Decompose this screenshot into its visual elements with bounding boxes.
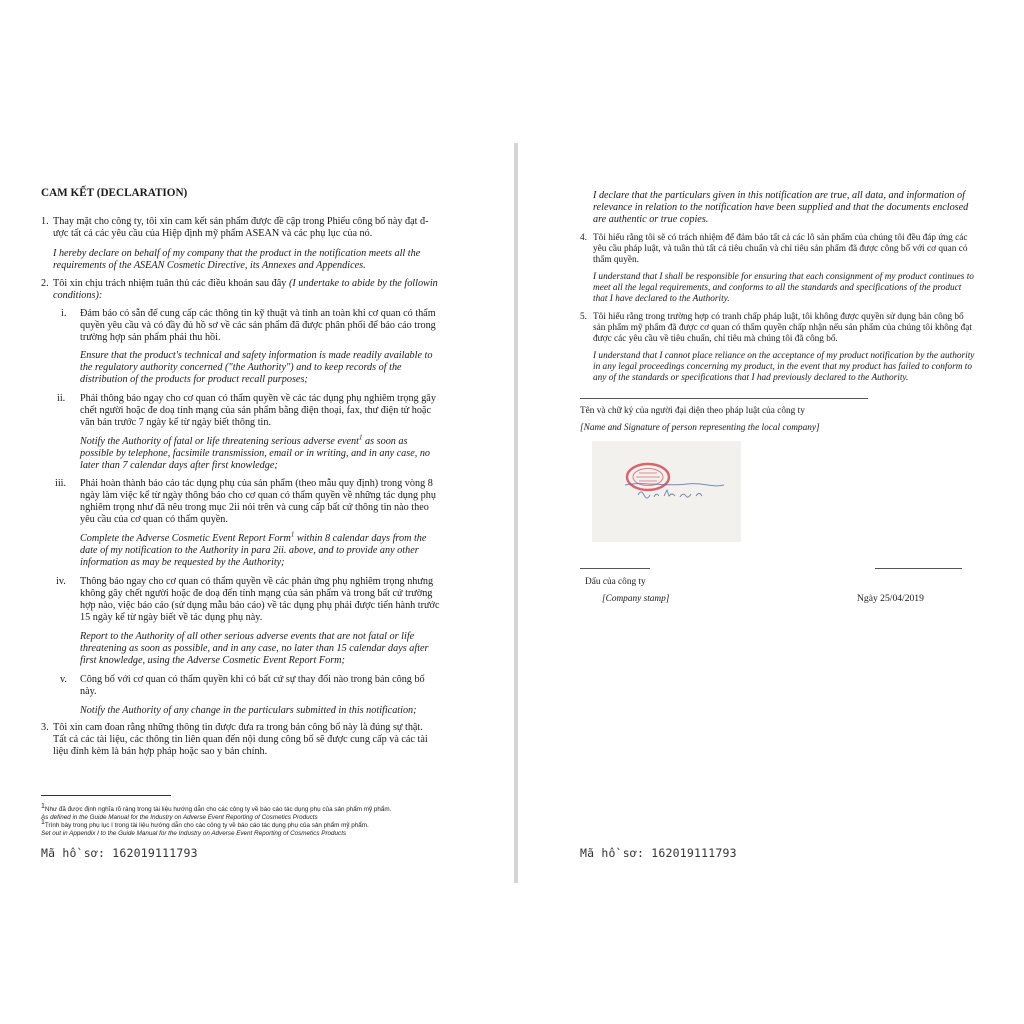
sub-i-vi-line: quyền yêu cầu và có đầy đủ hồ sơ về các sản phẩm đã được phân phối để báo cáo trong bbox=[80, 320, 436, 331]
item-4-en-line: that I have declared to the Authority. bbox=[593, 294, 730, 304]
sub-iii-en-line: date of my notification to the Authority in para 2ii. above, and to provide any other bbox=[80, 545, 419, 556]
subitem-number: i. bbox=[61, 308, 67, 319]
sub-iii-vi-line: yêu cầu của cơ quan có thẩm quyền. bbox=[80, 514, 228, 525]
item-number: 2. bbox=[41, 278, 49, 289]
signature-label-en: [Name and Signature of person representing the local company] bbox=[580, 423, 820, 433]
footnote-mark: 1 bbox=[41, 819, 45, 827]
item-number: 5. bbox=[580, 312, 587, 322]
subitem-number: iii. bbox=[55, 478, 67, 489]
sub-i-en-line: Ensure that the product's technical and safety information is made readily available to bbox=[80, 350, 433, 361]
footnote-line bbox=[41, 819, 369, 830]
sub-i-vi-line: trường hợp sản phẩm phải thu hồi. bbox=[80, 332, 221, 343]
subitem-number: ii. bbox=[57, 393, 66, 404]
sub-ii-vi-line: văn bản trước 7 ngày kể từ ngày biết thông tin. bbox=[80, 417, 271, 428]
sub-i-en-line: the regulatory authority concerned ("the Authority") and to keep records of the bbox=[80, 362, 402, 373]
item-3-vi-line: Tất cả các tài liệu, các thông tin liên quan đến nội dung công bố sẽ được cung cấp và các tài bbox=[53, 734, 428, 745]
sub-ii-en-line bbox=[80, 433, 408, 448]
footnote-mark: 1 bbox=[358, 433, 363, 442]
intro-en-line: relevance in relation to the notification have been supplied and that the documents enclosed bbox=[593, 202, 969, 213]
item-2-vi-text: Tôi xin chịu trách nhiệm tuân thủ các điều khoản sau đây bbox=[53, 278, 287, 289]
intro-en-line: are authentic or true copies. bbox=[593, 214, 709, 225]
record-number: Mã hồ sơ: 162019111793 bbox=[580, 846, 737, 860]
sub-iii-en-line: information as may be requested by the Authority; bbox=[80, 557, 285, 568]
sub-iii-en-text: within 8 calendar days from the bbox=[296, 533, 427, 544]
sub-ii-vi-line: Phải thông báo ngay cho cơ quan có thẩm quyền về các tác dụng phụ nghiêm trọng gây bbox=[80, 393, 436, 404]
item-5-vi-line: Tôi hiểu rằng trong trường hợp có tranh chấp pháp luật, tôi không được quyền sử dụng bản công bố bbox=[593, 312, 964, 322]
item-2-en-line: conditions): bbox=[53, 290, 103, 301]
item-5-vi-line: sản phẩm mỹ phẩm đã được cơ quan có thẩm quyền chấp nhận nếu sản phẩm của chúng tôi không đạt bbox=[593, 323, 972, 333]
sub-iv-vi-line: 15 ngày kể từ ngày biết về tác dụng phụ này. bbox=[80, 612, 263, 623]
signature-stamp-image bbox=[592, 441, 741, 542]
item-5-en-line: in any legal proceedings concerning my product, in the event that my product has failed to conform to bbox=[593, 362, 973, 372]
date-rule bbox=[875, 568, 962, 569]
item-5-vi-line: được các yêu cầu về tiêu chuẩn, chỉ tiêu mà chúng tôi đã công bố. bbox=[593, 334, 838, 344]
declaration-date: Ngày 25/04/2019 bbox=[857, 593, 924, 604]
sub-v-vi-line: này. bbox=[80, 686, 97, 697]
sub-iii-vi-line: ngày làm việc kể từ ngày thông báo cho cơ quan có thẩm quyền về những tác dụng phụ bbox=[80, 490, 436, 501]
intro-en-line: I declare that the particulars given in this notification are true, all data, and information of bbox=[593, 190, 965, 201]
sub-iii-vi-line: Phải hoàn thành báo cáo tác dụng phụ của sản phẩm (theo mẫu quy định) trong vòng 8 bbox=[80, 478, 433, 489]
subitem-number: v. bbox=[60, 674, 67, 685]
item-2-en-tail: (I undertake to abide by the followin bbox=[288, 278, 438, 289]
item-1-en-line: I hereby declare on behalf of my company that the product in the notification meets all the bbox=[53, 248, 421, 259]
sub-ii-en-text: Notify the Authority of fatal or life threatening serious adverse event bbox=[80, 436, 359, 447]
item-1-vi-line: Thay mặt cho công ty, tôi xin cam kết sản phẩm được đề cập trong Phiếu công bố này đạt đ- bbox=[53, 216, 429, 227]
item-number: 4. bbox=[580, 233, 587, 243]
footnote-mark: 1 bbox=[290, 530, 295, 539]
sub-iv-en-line: first knowledge, using the Adverse Cosmetic Event Report Form; bbox=[80, 655, 345, 666]
sub-iii-vi-line: nghiêm trọng như đã nêu trong mục 2ii nói trên và cung cấp bất cứ thông tin nào theo bbox=[80, 502, 429, 513]
item-2-vi-line bbox=[53, 278, 438, 290]
footnote-text: Trình bày trong phụ lục I trong tài liệu hướng dẫn cho các công ty về báo cáo tác dụng phụ của sản phẩm mỹ phẩm. bbox=[44, 822, 369, 830]
sub-i-en-line: distribution of the products for product recall purposes; bbox=[80, 374, 308, 385]
signature-label-vi: Tên và chữ ký của người đại diện theo pháp luật của công ty bbox=[580, 406, 805, 416]
subitem-number: iv. bbox=[56, 576, 66, 587]
stamp-label-en: [Company stamp] bbox=[602, 594, 670, 604]
sub-ii-en-line: possible by telephone, facsimile transmission, email or in writing, and in any case, no bbox=[80, 448, 431, 459]
item-5-en-line: any of the standards or specifications that I had previously declared to the Authority. bbox=[593, 373, 909, 383]
sub-i-vi-line: Đảm bảo có sẵn để cung cấp các thông tin kỹ thuật và tính an toàn khi cơ quan có thẩm bbox=[80, 308, 436, 319]
footnote-line: Set out in Appendix I to the Guide Manual for the Industry on Adverse Event Reporting of Cosmetics Products bbox=[41, 830, 347, 838]
item-1-vi-line: ược tất cả các yêu cầu của Hiệp định mỹ phẩm ASEAN và các phụ lục của nó. bbox=[53, 228, 373, 239]
footnote-line bbox=[41, 803, 392, 814]
record-number: Mã hồ sơ: 162019111793 bbox=[41, 846, 198, 860]
item-1-en-line: requirements of the ASEAN Cosmetic Directive, its Annexes and Appendices. bbox=[53, 260, 366, 271]
item-4-en-line: I understand that I shall be responsible for ensuring that each consignment of my product continues to bbox=[593, 272, 974, 282]
item-number: 3. bbox=[41, 722, 49, 733]
item-4-vi-line: thẩm quyền. bbox=[593, 255, 639, 265]
sub-v-vi-line: Công bố với cơ quan có thẩm quyền khi có bất cứ sự thay đổi nào trong bản công bố bbox=[80, 674, 425, 685]
item-4-en-line: meet all the legal requirements, and conforms to all the standards and specifications of the product bbox=[593, 283, 962, 293]
company-stamp-icon bbox=[592, 441, 741, 542]
footnote-line: As defined in the Guide Manual for the Industry on Adverse Event Reporting of Cosmetics Products bbox=[41, 814, 318, 822]
item-3-vi-line: liệu đính kèm là bản hợp pháp hoặc sao y bản chính. bbox=[53, 746, 268, 757]
item-4-vi-line: Tôi hiểu rằng tôi sẽ có trách nhiệm để đảm bảo tất cả các lô sản phẩm của chúng tôi đều đáp ứng các bbox=[593, 233, 968, 243]
signature-top-rule bbox=[580, 398, 868, 399]
sub-ii-en-line: later than 7 calendar days after first knowledge; bbox=[80, 460, 278, 471]
sub-iv-en-line: Report to the Authority of all other serious adverse events that are not fatal or life bbox=[80, 631, 415, 642]
footnote-mark: 1 bbox=[41, 803, 45, 811]
declaration-heading: CAM KẾT (DECLARATION) bbox=[41, 187, 188, 199]
item-3-vi-line: Tôi xin cam đoan rằng những thông tin được đưa ra trong bản công bố này là đúng sự thật. bbox=[53, 722, 423, 733]
stamp-label-vi: Dấu của công ty bbox=[585, 577, 646, 587]
item-number: 1. bbox=[41, 216, 49, 227]
sub-iv-vi-line: Thông báo ngay cho cơ quan có thẩm quyền về các phản ứng phụ nghiêm trọng nhưng bbox=[80, 576, 434, 587]
sub-iv-vi-line: không gây chết người hoặc đe doạ đến tính mạng của sản phẩm và trong bất cứ trường bbox=[80, 588, 433, 599]
sub-iv-en-line: threatening as soon as possible, and in any case, no later than 15 calendar days after bbox=[80, 643, 429, 654]
sub-iii-en-line bbox=[80, 530, 427, 545]
sub-v-en-line: Notify the Authority of any change in the particulars submitted in this notification; bbox=[80, 705, 417, 716]
sub-ii-en-text: as soon as bbox=[365, 436, 408, 447]
sub-iii-en-text: Complete the Adverse Cosmetic Event Report Form bbox=[80, 533, 291, 544]
item-5-en-line: I understand that I cannot place reliance on the acceptance of my product notification by the authority bbox=[593, 351, 975, 361]
item-4-vi-line: yêu cầu pháp luật, và tuân thủ tất cả tiêu chuẩn và chỉ tiêu sản phẩm đã được công bố với cơ quan có bbox=[593, 244, 968, 254]
stamp-rule bbox=[580, 568, 650, 569]
footnote-rule bbox=[41, 795, 171, 796]
sub-ii-vi-line: chết người hoặc đe doạ tính mạng của sản phẩm bằng điện thoại, fax, thư điện tử hoặc bbox=[80, 405, 431, 416]
sub-iv-vi-line: hợp nào, việc báo cáo (sử dụng mẫu báo cáo) về tác dụng phụ phải được tiến hành trước bbox=[80, 600, 440, 611]
footnote-text: Như đã được định nghĩa rõ ràng trong tài liệu hướng dẫn cho các công ty về báo cáo tác dụng phụ của sản phẩm mỹ phẩm. bbox=[44, 806, 392, 814]
